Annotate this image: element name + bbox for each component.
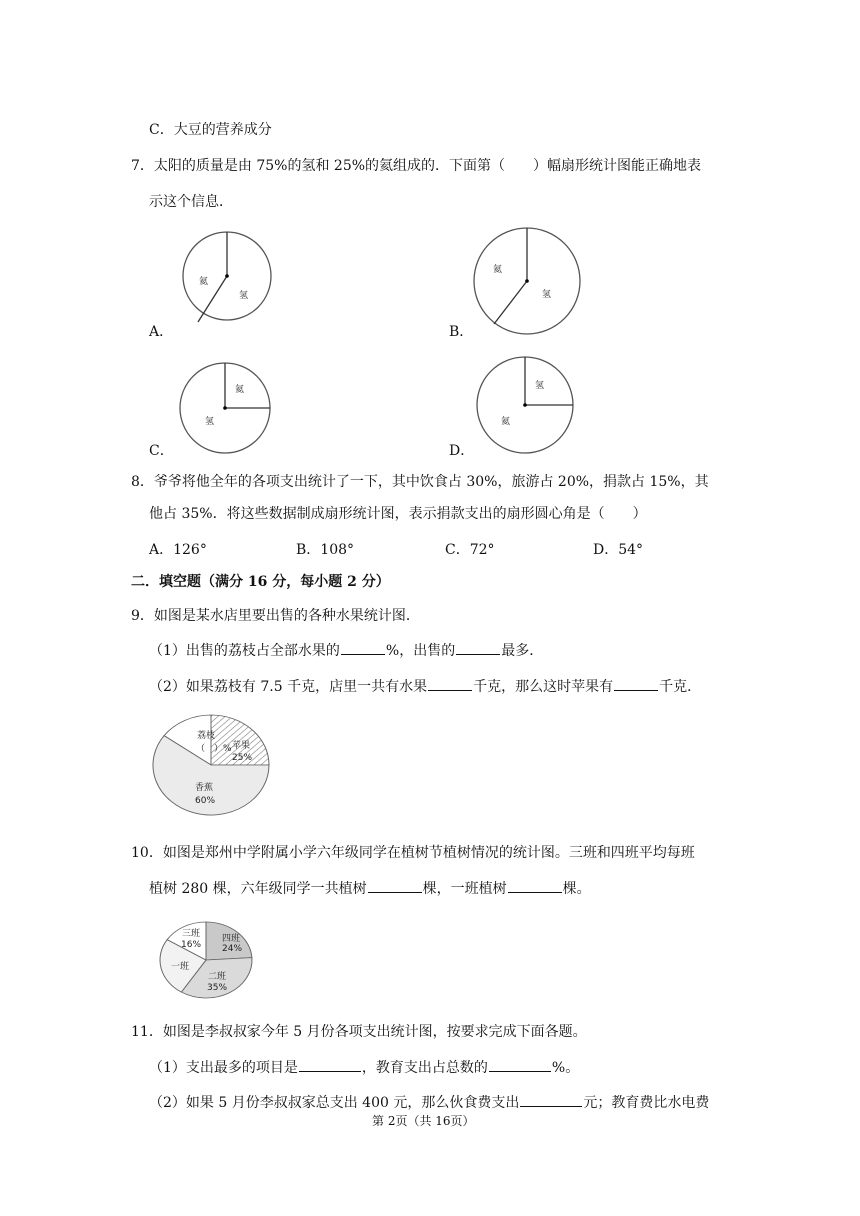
- q7-d-small-label: 氢: [535, 381, 545, 391]
- q10-text-b: 棵，一班植树: [422, 881, 507, 897]
- q9-value-banana: 60%: [195, 796, 216, 806]
- q11-sub1: [149, 1057, 579, 1078]
- q10-value-class4: 24%: [222, 944, 243, 954]
- q8-stem-line1: 8．爷爷将他全年的各项支出统计了一下，其中饮食占 30%，旅游占 20%，捐款占 15%，其: [131, 474, 709, 490]
- q6-option-c: C．大豆的营养成分: [149, 122, 272, 138]
- q7-stem-line1: 7．太阳的质量是由 75%的氢和 25%的氦组成的．下面第（ ）幅扇形统计图能正确地表: [131, 158, 702, 174]
- q9-sub2-text-c: 千克．: [659, 679, 702, 695]
- q9-sub1-text-b: %，出售的: [385, 643, 456, 659]
- q11-sub1-text-a: （1）支出最多的项目是: [149, 1060, 298, 1076]
- q10-label-class1: 一班: [171, 962, 190, 972]
- q9-label-apple: 苹果: [232, 741, 251, 751]
- q7-option-c: C．: [149, 443, 174, 459]
- q9-value-lychee: （ ）%: [196, 744, 232, 754]
- q10-value-class2: 35%: [207, 983, 228, 993]
- q11-sub2-text-b: 元；教育费比水电费: [583, 1095, 710, 1111]
- section-heading: 二．填空题（满分 16 分，每小题 2 分）: [131, 574, 390, 590]
- q7-stem-line2: 示这个信息．: [149, 194, 233, 210]
- q7-c-small-label: 氦: [235, 385, 245, 395]
- q9-label-lychee: 荔枝: [197, 731, 216, 741]
- q7-b-large-label: 氢: [542, 290, 552, 300]
- q8-stem-line2: 他占 35%．将这些数据制成扇形统计图，表示捐款支出的扇形圆心角是（ ）: [149, 506, 647, 522]
- q10-label-class2: 二班: [208, 972, 227, 982]
- q7-option-d: D．: [449, 443, 475, 459]
- q10-text-a: 植树 280 棵，六年级同学一共植树: [149, 881, 367, 897]
- q7-a-large-label: 氢: [239, 291, 249, 301]
- q9-sub1-text-c: 最多．: [501, 643, 544, 659]
- q8-option-a: A．126°: [149, 542, 207, 558]
- q8-option-c: C．72°: [445, 542, 495, 558]
- q9-label-banana: 香蕉: [195, 783, 214, 793]
- q8-option-b: B．108°: [296, 542, 355, 558]
- q9-stem: 9．如图是某水店里要出售的各种水果统计图．: [131, 608, 420, 624]
- q11-sub2-text-a: （2）如果 5 月份李叔叔家总支出 400 元，那么伙食费支出: [149, 1095, 520, 1111]
- q7-option-b: B．: [449, 324, 474, 340]
- q7-c-large-label: 氢: [205, 417, 215, 427]
- q10-label-class3: 三班: [182, 929, 201, 939]
- q10-stem-line1: 10．如图是郑州中学附属小学六年级同学在植树节植树情况的统计图。三班和四班平均每班: [131, 845, 695, 861]
- q7-option-a: A．: [149, 324, 174, 340]
- q11-blank-food[interactable]: [520, 1092, 582, 1107]
- q11-sub1-text-c: %。: [551, 1060, 580, 1076]
- q11-blank-edu-percent[interactable]: [489, 1057, 551, 1072]
- q9-sub1-text-a: （1）出售的荔枝占全部水果的: [149, 643, 340, 659]
- q7-b-small-label: 氦: [493, 265, 503, 275]
- q11-blank-most[interactable]: [299, 1057, 361, 1072]
- q10-text-c: 棵。: [562, 881, 591, 897]
- q8-option-d: D．54°: [593, 542, 644, 558]
- page-footer: 第 2页（共 16页）: [372, 1114, 475, 1128]
- q9-sub2-text-b: 千克，那么这时苹果有: [473, 679, 614, 695]
- q10-value-class3: 16%: [181, 940, 202, 950]
- q10-label-class4: 四班: [222, 934, 241, 944]
- q9-value-apple: 25%: [232, 753, 253, 763]
- q7-d-large-label: 氦: [501, 417, 511, 427]
- q9-sub2-text-a: （2）如果荔枝有 7.5 千克，店里一共有水果: [149, 679, 428, 695]
- q11-stem: 11．如图是李叔叔家今年 5 月份各项支出统计图，按要求完成下面各题。: [131, 1024, 587, 1040]
- q11-sub1-text-b: ，教育支出占总数的: [361, 1060, 488, 1076]
- q7-a-small-label: 氦: [199, 277, 209, 287]
- q11-sub2: [149, 1092, 709, 1113]
